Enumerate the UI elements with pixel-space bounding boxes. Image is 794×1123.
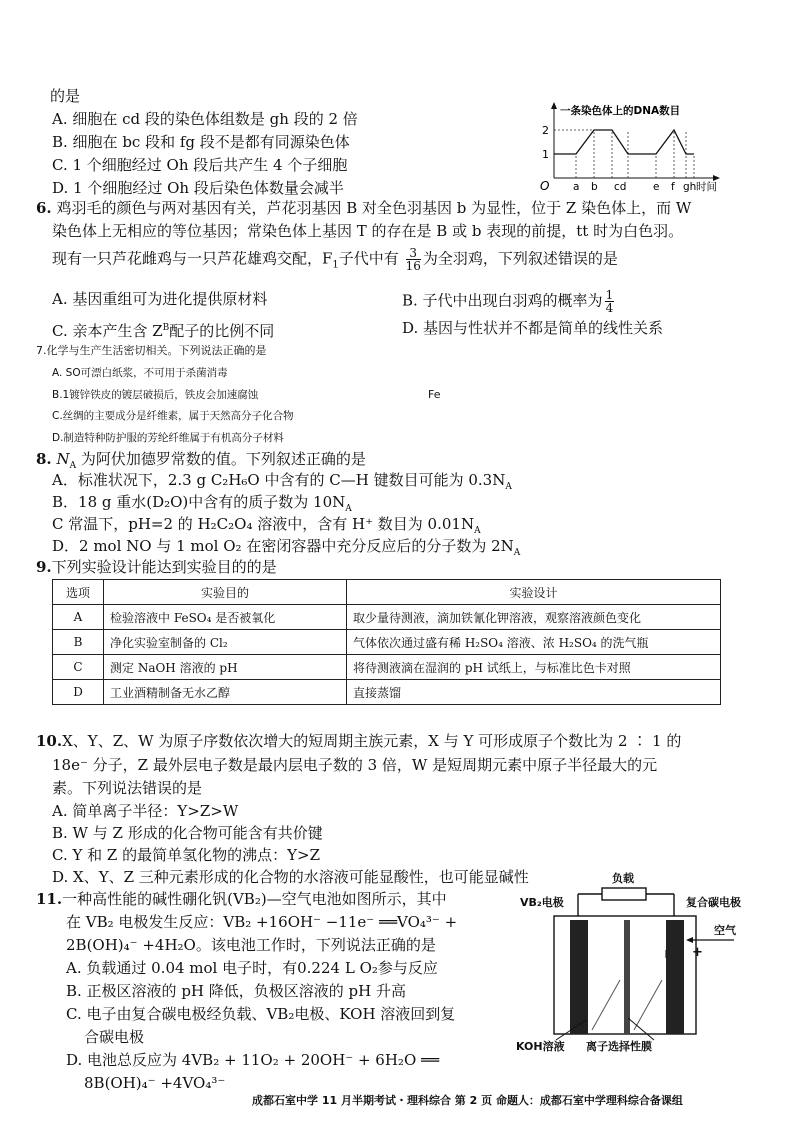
q6-fraction bbox=[406, 247, 421, 272]
q9-stem bbox=[36, 557, 277, 577]
q5-option-c: C. 1 个细胞经过 Oh 段后共产生 4 个子细胞 bbox=[52, 156, 348, 174]
x-tick-label: 时间 bbox=[696, 181, 717, 192]
q6-option-a: A. 基因重组可为进化提供原材料 bbox=[52, 290, 268, 308]
q10-option-a: A. 简单离子半径：Y>Z>W bbox=[52, 802, 239, 820]
q11-option-d-cont: 8B(OH)₄⁻ +4VO₄³⁻ bbox=[84, 1074, 226, 1092]
x-tick-label: f bbox=[671, 181, 675, 192]
q7-stray-text: Fe bbox=[428, 388, 441, 401]
row-c-purpose: 测定 NaOH 溶液的 pH bbox=[104, 655, 347, 680]
header-option: 选项 bbox=[53, 580, 104, 605]
q10-option-c: C. Y 和 Z 的最简单氢化物的沸点：Y>Z bbox=[52, 846, 321, 864]
row-d-purpose: 工业酒精制备无水乙醇 bbox=[104, 680, 347, 705]
x-tick-label: a bbox=[573, 181, 580, 192]
q8-option-c-sub: A bbox=[474, 526, 481, 536]
battery-diagram bbox=[516, 872, 756, 1060]
row-b-design: 气体依次通过盛有稀 H₂SO₄ 溶液、浓 H₂SO₄ 的洗气瓶 bbox=[347, 630, 721, 655]
q11-option-b: B. 正极区溶液的 pH 降低，负极区溶液的 pH 升高 bbox=[66, 982, 406, 1000]
q6-stem1: 鸡羽毛的颜色与两对基因有关，芦花羽基因 B 对全色羽基因 b 为显性，位于 Z 染色体上，而 W bbox=[56, 199, 692, 217]
q7-option-b: B.1镀锌铁皮的镀层破损后，铁皮会加速腐蚀 bbox=[52, 389, 259, 401]
q8-option-d-text: D．2 mol NO 与 1 mol O₂ 在密闭容器中充分反应后的分子数为 2N bbox=[52, 537, 514, 555]
q10-line1 bbox=[36, 731, 681, 751]
vb2-electrode-label: VB₂电极 bbox=[520, 896, 564, 909]
plus-label: + bbox=[692, 945, 703, 960]
q6-stem3b: 子代中有 bbox=[338, 249, 399, 268]
q10-number: 10. bbox=[36, 732, 63, 750]
x-tick-label: cd bbox=[614, 181, 627, 192]
q5-option-b: B. 细胞在 bc 段和 fg 段不是都有同源染色体 bbox=[52, 133, 350, 151]
q10-option-b: B. W 与 Z 形成的化合物可能含有共价键 bbox=[52, 824, 323, 842]
membrane-label: 离子选择性膜 bbox=[586, 1040, 652, 1053]
q10-line2: 18e⁻ 分子，Z 最外层电子数是最内层电子数的 3 倍，W 是短周期元素中原子半径最大的元 bbox=[52, 756, 658, 774]
q11-option-c-cont: 合碳电极 bbox=[84, 1028, 145, 1046]
q5-option-a: A. 细胞在 cd 段的染色体组数是 gh 段的 2 倍 bbox=[52, 110, 358, 128]
q6-frac-den: 16 bbox=[405, 259, 421, 273]
q10-stem1: X、Y、Z、W 为原子序数依次增大的短周期主族元素，X 与 Y 可形成原子个数比为 2 ∶ 1 的 bbox=[62, 732, 682, 750]
air-label: 空气 bbox=[714, 924, 736, 937]
koh-label: KOH溶液 bbox=[516, 1040, 565, 1053]
q6-option-c-text: C. 亲本产生含 Z bbox=[52, 322, 163, 340]
q8-stem-sub: A bbox=[69, 461, 77, 471]
x-tick-label: b bbox=[591, 181, 598, 192]
membrane bbox=[624, 920, 630, 1034]
load-box bbox=[602, 888, 646, 900]
table-row bbox=[53, 630, 721, 655]
header-purpose: 实验目的 bbox=[104, 580, 347, 605]
y-tick-labels bbox=[542, 124, 549, 161]
q6-line2: 染色体上无相应的等位基因；常染色体上基因 T 的存在是 B 或 b 表现的前提，tt 时为白色羽。 bbox=[52, 222, 684, 240]
q8-stem-text: 为阿伏加德罗常数的值。下列叙述正确的是 bbox=[76, 450, 366, 468]
q7-option-d: D.制造特种防护服的芳纶纤维属于有机高分子材料 bbox=[52, 432, 284, 444]
q8-option-b-text: B．18 g 重水(D₂O)中含有的质子数为 10N bbox=[52, 493, 346, 511]
q6-stem3c: 为全羽鸡，下列叙述错误的是 bbox=[422, 249, 618, 268]
q11-option-a: A. 负载通过 0.04 mol 电子时，有0.224 L O₂参与反应 bbox=[66, 959, 438, 977]
header-design: 实验设计 bbox=[347, 580, 721, 605]
q8-stem-n: N bbox=[56, 450, 70, 468]
q11-line2: 在 VB₂ 电极发生反应：VB₂ +16OH⁻ −11e⁻ ══VO₄³⁻ + bbox=[66, 913, 458, 931]
q8-option-b-sub: A bbox=[345, 504, 352, 514]
q8-option-a-text: A．标准状况下，2.3 g C₂H₆O 中含有的 C—H 键数目可能为 0.3N bbox=[52, 471, 506, 489]
q6-option-c bbox=[52, 318, 274, 341]
row-a-purpose: 检验溶液中 FeSO₄ 是否被氧化 bbox=[104, 605, 347, 630]
q6-option-c-text2: 配子的比例不同 bbox=[169, 322, 275, 340]
q6-option-d: D. 基因与性状并不都是简单的线性关系 bbox=[402, 319, 664, 337]
y-tick-label: 1 bbox=[542, 148, 549, 161]
q11-line3: 2B(OH)₄⁻ +4H₂O。该电池工作时，下列说法正确的是 bbox=[66, 936, 436, 954]
table-header-row bbox=[53, 580, 721, 605]
q5-option-d: D. 1 个细胞经过 Oh 段后染色体数量会减半 bbox=[52, 179, 344, 197]
dna-chart bbox=[534, 100, 724, 192]
q10-option-d: D. X、Y、Z 三种元素形成的化合物的水溶液可能显酸性，也可能显碱性 bbox=[52, 868, 529, 886]
chart-title: 一条染色体上的DNA数目 bbox=[560, 105, 681, 117]
q6-line3 bbox=[52, 247, 618, 276]
q6-stem3a: 现有一只芦花雌鸡与一只芦花雄鸡交配，F bbox=[52, 249, 333, 268]
q6-stem3-sub: 1 bbox=[332, 259, 339, 271]
row-b-option: B bbox=[53, 630, 104, 655]
table-row bbox=[53, 655, 721, 680]
series-line bbox=[554, 130, 694, 154]
q11-option-d: D. 电池总反应为 4VB₂ + 11O₂ + 20OH⁻ + 6H₂O ══ bbox=[66, 1051, 440, 1069]
x-tick-label: e bbox=[653, 181, 660, 192]
q6-number: 6. bbox=[36, 199, 52, 217]
row-a-option: A bbox=[53, 605, 104, 630]
q9-number: 9. bbox=[36, 558, 52, 576]
q6-frac-num: 3 bbox=[406, 247, 421, 260]
x-tick-labels bbox=[540, 179, 717, 192]
q8-option-c-text: C 常温下，pH=2 的 H₂C₂O₄ 溶液中，含有 H⁺ 数目为 0.01N bbox=[52, 515, 475, 533]
carbon-electrode-label: 复合碳电极 bbox=[686, 896, 741, 909]
q11-number: 11. bbox=[36, 890, 63, 908]
row-b-purpose: 净化实验室制备的 Cl₂ bbox=[104, 630, 347, 655]
table-row bbox=[53, 680, 721, 705]
q7-option-c: C.丝绸的主要成分是纤维素，属于天然高分子化合物 bbox=[52, 410, 294, 422]
q6-option-b-text: B. 子代中出现白羽鸡的概率为 bbox=[402, 291, 603, 310]
q11-option-c: C. 电子由复合碳电极经负载、VB₂电极、KOH 溶液回到复 bbox=[66, 1005, 456, 1023]
row-a-design: 取少量待测液，滴加铁氰化钾溶液，观察溶液颜色变化 bbox=[347, 605, 721, 630]
row-d-option: D bbox=[53, 680, 104, 705]
x-tick-label: O bbox=[540, 179, 550, 192]
q8-number: 8. bbox=[36, 450, 52, 468]
carbon-electrode bbox=[666, 920, 684, 1034]
vb2-electrode bbox=[570, 920, 588, 1034]
row-c-option: C bbox=[53, 655, 104, 680]
q8-option-d-sub: A bbox=[513, 548, 521, 558]
q9-stem-text: 下列实验设计能达到实验目的的是 bbox=[51, 558, 277, 576]
page-footer: 成都石室中学 11 月半期考试・理科综合 第 2 页 命题人：成都石室中学理科综合备课组 bbox=[252, 1094, 683, 1107]
q6-option-c-sup: B bbox=[162, 323, 170, 333]
q6-option-b-num: 1 bbox=[605, 288, 614, 302]
q6-option-b-den: 4 bbox=[605, 301, 614, 315]
q11-stem1: 一种高性能的碱性硼化钒(VB₂)—空气电池如图所示，其中 bbox=[62, 890, 447, 908]
q5-stem-tail: 的是 bbox=[50, 87, 81, 105]
q9-table bbox=[52, 579, 721, 705]
x-tick-label: gh bbox=[683, 181, 697, 192]
y-tick-label: 2 bbox=[542, 124, 549, 137]
row-d-design: 直接蒸馏 bbox=[347, 680, 721, 705]
q6-option-b bbox=[402, 289, 616, 314]
q8-option-a-sub: A bbox=[505, 482, 512, 492]
q10-line3: 素。下列说法错误的是 bbox=[52, 779, 203, 797]
q6-line1 bbox=[36, 198, 691, 218]
load-label: 负载 bbox=[612, 872, 634, 885]
row-c-design: 将待测液滴在湿润的 pH 试纸上，与标准比色卡对照 bbox=[347, 655, 721, 680]
q11-line1 bbox=[36, 889, 447, 909]
q7-stem: 7.化学与生产生活密切相关。下列说法正确的是 bbox=[36, 344, 267, 357]
q6-option-b-fraction bbox=[605, 289, 615, 314]
y-axis-arrow bbox=[551, 102, 557, 109]
q7-option-a: A. SO可漂白纸浆，不可用于杀菌消毒 bbox=[52, 367, 228, 379]
table-row bbox=[53, 605, 721, 630]
